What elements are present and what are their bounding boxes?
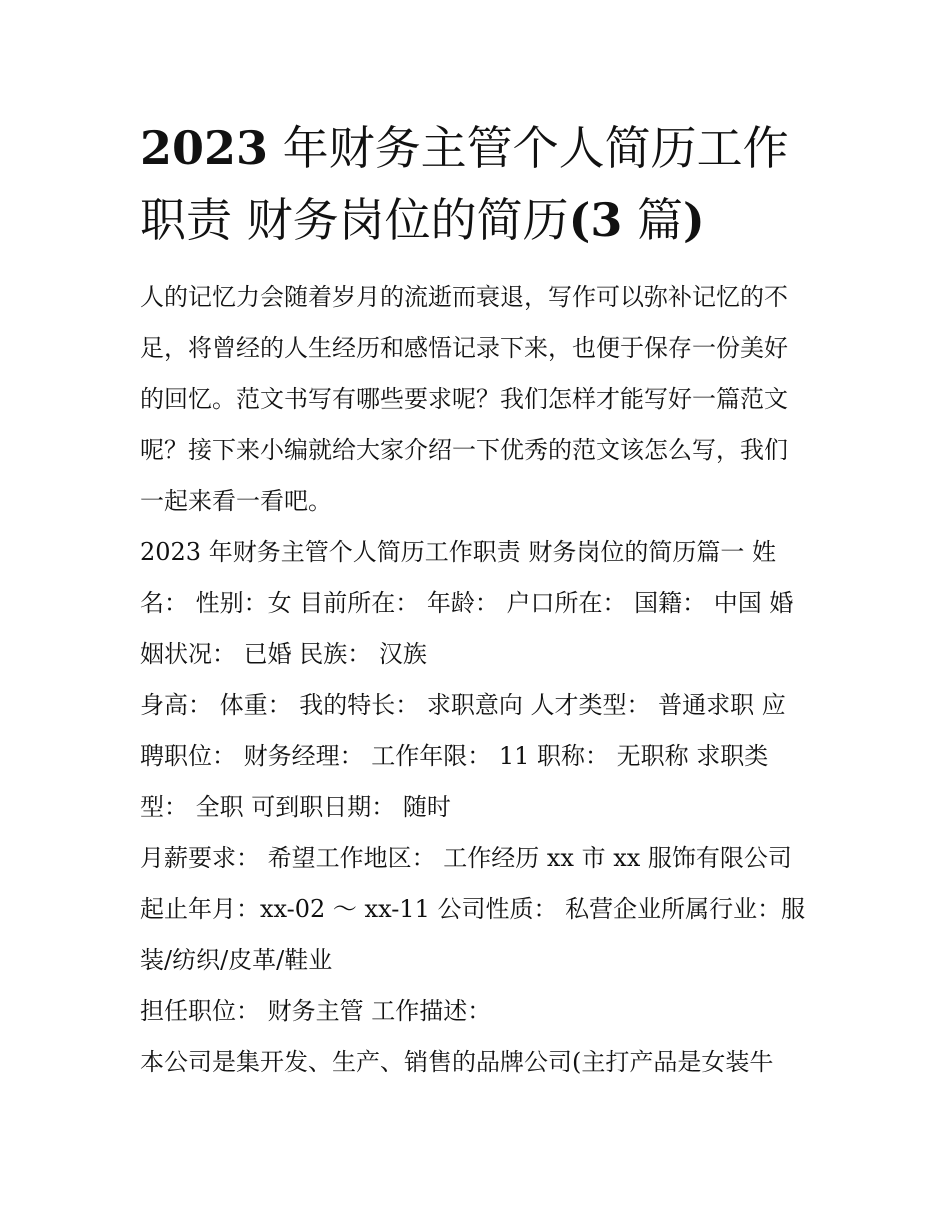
title-line-1: 2023 年财务主管个人简历工作 — [140, 121, 789, 175]
text-line: 身高： 体重： 我的特长： 求职意向 人才类型： 普通求职 应 — [140, 691, 786, 719]
document-title — [140, 112, 815, 256]
text-line: 人的记忆力会随着岁月的流逝而衰退，写作可以弥补记忆的不 — [140, 283, 788, 311]
text-line: 2023 年财务主管个人简历工作职责 财务岗位的简历篇一 姓 — [140, 538, 776, 566]
text-line: 呢？接下来小编就给大家介绍一下优秀的范文该怎么写，我们 — [140, 436, 788, 464]
text-line: 型： 全职 可到职日期： 随时 — [140, 793, 451, 821]
text-line: 一起来看一看吧。 — [140, 487, 332, 515]
document-body — [140, 272, 815, 1088]
text-line: 起止年月：xx-02 ～ xx-11 公司性质： 私营企业所属行业：服 — [140, 895, 806, 923]
text-line: 聘职位： 财务经理： 工作年限： 11 职称： 无职称 求职类 — [140, 742, 769, 770]
document-page — [140, 112, 815, 1088]
text-line: 担任职位： 财务主管 工作描述： — [140, 997, 492, 1025]
text-line: 的回忆。范文书写有哪些要求呢？我们怎样才能写好一篇范文 — [140, 385, 788, 413]
text-line: 本公司是集开发、生产、销售的品牌公司(主打产品是女装牛 — [140, 1048, 774, 1076]
text-line: 姻状况： 已婚 民族： 汉族 — [140, 640, 427, 668]
text-line: 月薪要求： 希望工作地区： 工作经历 xx 市 xx 服饰有限公司 — [140, 844, 792, 872]
text-line: 装/纺织/皮革/鞋业 — [140, 946, 333, 974]
text-line: 足，将曾经的人生经历和感悟记录下来，也便于保存一份美好 — [140, 334, 788, 362]
text-line: 名： 性别：女 目前所在： 年龄： 户口所在： 国籍： 中国 婚 — [140, 589, 794, 617]
title-line-2: 职责 财务岗位的简历(3 篇) — [140, 193, 705, 247]
